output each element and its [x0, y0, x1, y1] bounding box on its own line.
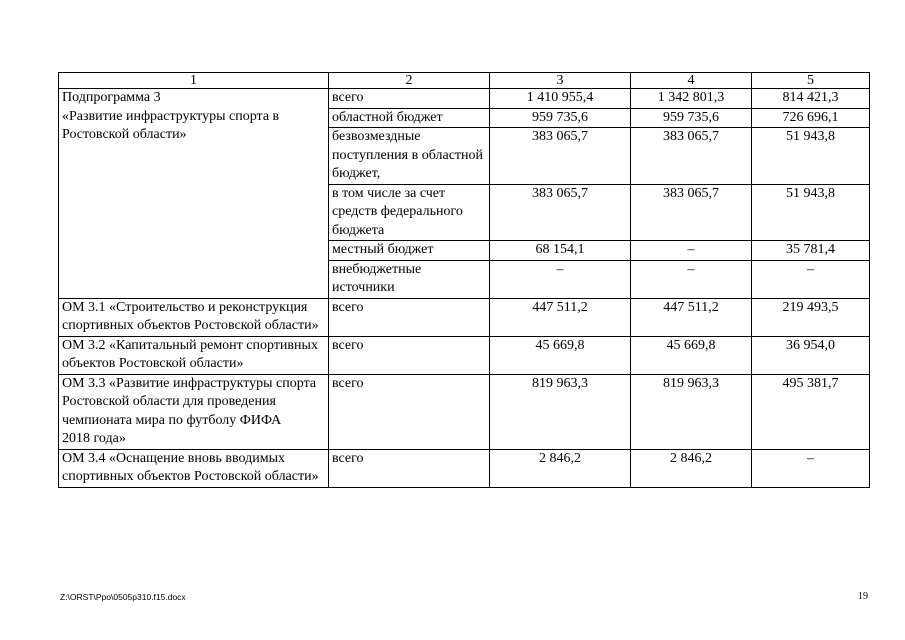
- value-cell: 383 065,7: [490, 184, 631, 241]
- header-row: [59, 73, 870, 89]
- value-cell: 2 846,2: [490, 449, 631, 487]
- funding-source: всего: [329, 298, 490, 336]
- funding-source: областной бюджет: [329, 108, 490, 128]
- value-cell: 35 781,4: [752, 241, 870, 261]
- funding-source: всего: [329, 374, 490, 449]
- document-page: [58, 72, 869, 488]
- value-cell: 45 669,8: [631, 336, 752, 374]
- column-header: 2: [329, 73, 490, 89]
- subprogram-name: Подпрограмма 3 «Развитие инфраструктуры спорта в Ростовской области»: [59, 89, 329, 299]
- value-cell: 383 065,7: [631, 184, 752, 241]
- value-cell: 495 381,7: [752, 374, 870, 449]
- value-cell: –: [631, 260, 752, 298]
- measure-name: ОМ 3.2 «Капитальный ремонт спортивных объектов Ростовской области»: [59, 336, 329, 374]
- value-cell: 959 735,6: [490, 108, 631, 128]
- value-cell: –: [490, 260, 631, 298]
- measure-name: ОМ 3.1 «Строительство и реконструкция спортивных объектов Ростовской области»: [59, 298, 329, 336]
- funding-source: местный бюджет: [329, 241, 490, 261]
- value-cell: 819 963,3: [631, 374, 752, 449]
- value-cell: 51 943,8: [752, 184, 870, 241]
- table-row: [59, 336, 870, 374]
- value-cell: 68 154,1: [490, 241, 631, 261]
- table-row: [59, 89, 870, 109]
- value-cell: 814 421,3: [752, 89, 870, 109]
- funding-source: всего: [329, 336, 490, 374]
- value-cell: 819 963,3: [490, 374, 631, 449]
- budget-table: [58, 72, 870, 488]
- column-header: 4: [631, 73, 752, 89]
- column-header: 1: [59, 73, 329, 89]
- measure-name: ОМ 3.4 «Оснащение вновь вводимых спортивных объектов Ростовской области»: [59, 449, 329, 487]
- value-cell: 383 065,7: [490, 128, 631, 185]
- value-cell: 959 735,6: [631, 108, 752, 128]
- value-cell: 383 065,7: [631, 128, 752, 185]
- value-cell: 219 493,5: [752, 298, 870, 336]
- value-cell: 447 511,2: [631, 298, 752, 336]
- footer-file-path: Z:\ORST\Ppo\0505p310.f15.docx: [60, 592, 186, 602]
- table-row: [59, 374, 870, 449]
- value-cell: 2 846,2: [631, 449, 752, 487]
- value-cell: 726 696,1: [752, 108, 870, 128]
- value-cell: 1 410 955,4: [490, 89, 631, 109]
- table-row: [59, 449, 870, 487]
- page-number: 19: [858, 591, 868, 602]
- value-cell: –: [752, 260, 870, 298]
- value-cell: –: [631, 241, 752, 261]
- table-row: [59, 298, 870, 336]
- value-cell: 51 943,8: [752, 128, 870, 185]
- funding-source: безвозмездные поступления в областной бюджет,: [329, 128, 490, 185]
- measure-name: ОМ 3.3 «Развитие инфраструктуры спорта Ростовской области для проведения чемпионата мира по футболу ФИФА 2018 года»: [59, 374, 329, 449]
- column-header: 5: [752, 73, 870, 89]
- value-cell: 447 511,2: [490, 298, 631, 336]
- funding-source: внебюджетные источники: [329, 260, 490, 298]
- value-cell: 1 342 801,3: [631, 89, 752, 109]
- funding-source: всего: [329, 89, 490, 109]
- funding-source: в том числе за счет средств федерального бюджета: [329, 184, 490, 241]
- value-cell: 36 954,0: [752, 336, 870, 374]
- funding-source: всего: [329, 449, 490, 487]
- value-cell: 45 669,8: [490, 336, 631, 374]
- value-cell: –: [752, 449, 870, 487]
- column-header: 3: [490, 73, 631, 89]
